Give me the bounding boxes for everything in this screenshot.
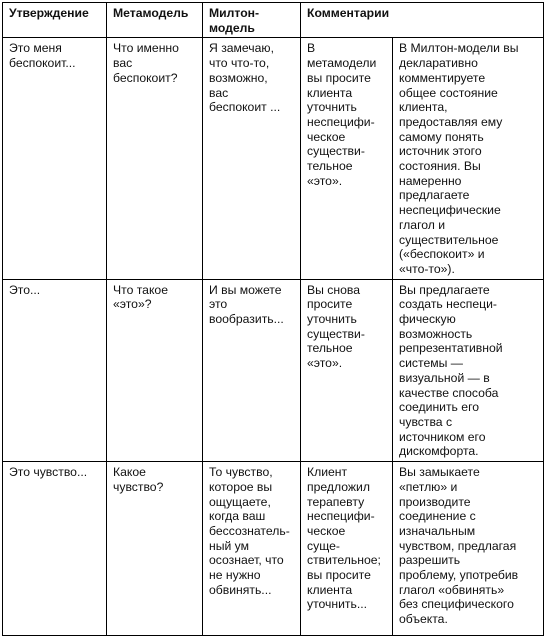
table-row bbox=[3, 462, 544, 636]
cell-metamodel: Какое чувство? bbox=[107, 462, 203, 636]
header-comments: Комментарии bbox=[301, 3, 544, 38]
cell-milton-model: Я замечаю, что что-то, возможно, вас беспокоит ... bbox=[203, 38, 301, 279]
cell-statement: Это... bbox=[3, 279, 107, 461]
table-row bbox=[3, 38, 544, 279]
header-statement: Утверждение bbox=[3, 3, 107, 38]
comparison-table bbox=[2, 2, 544, 636]
cell-comment-milton: В Милтон-модели вы декларативно комментируете общее состояние клиента, предоставляя ему самому понять источник этого состояния. Вы намеренно предлагаете неспецифические глагол и существительное («беспокоит» и «что-то»). bbox=[393, 38, 544, 279]
cell-milton-model: И вы можете это вообразить... bbox=[203, 279, 301, 461]
cell-statement: Это меня беспокоит... bbox=[3, 38, 107, 279]
cell-comment-metamodel: В метамодели вы просите клиента уточнить неспецифи- ческое существи- тельное «это». bbox=[301, 38, 393, 279]
cell-comment-metamodel: Клиент предложил терапевту неспецифи- ческое суще- ствительное; вы просите клиента уточнить... bbox=[301, 462, 393, 636]
cell-statement: Это чувство... bbox=[3, 462, 107, 636]
header-row bbox=[3, 3, 544, 38]
header-metamodel: Метамодель bbox=[107, 3, 203, 38]
cell-comment-metamodel: Вы снова просите уточнить существи- тельное «это». bbox=[301, 279, 393, 461]
cell-metamodel: Что такое «это»? bbox=[107, 279, 203, 461]
cell-comment-milton: Вы замыкаете «петлю» и производите соединение с изначальным чувством, предлагая разрешить проблему, употребив глагол «обвинять» без специфического объекта. bbox=[393, 462, 544, 636]
table-row bbox=[3, 279, 544, 461]
cell-metamodel: Что именно вас беспокоит? bbox=[107, 38, 203, 279]
cell-comment-milton: Вы предлагаете создать неспеци- фическую возможность репрезентативной системы — визуальной — в качестве способа соединить его чувства с источником его дискомфорта. bbox=[393, 279, 544, 461]
cell-milton-model: То чувство, которое вы ощущаете, когда ваш бессознатель- ный ум осознает, что не нужно обвинять... bbox=[203, 462, 301, 636]
header-milton-model: Милтон- модель bbox=[203, 3, 301, 38]
